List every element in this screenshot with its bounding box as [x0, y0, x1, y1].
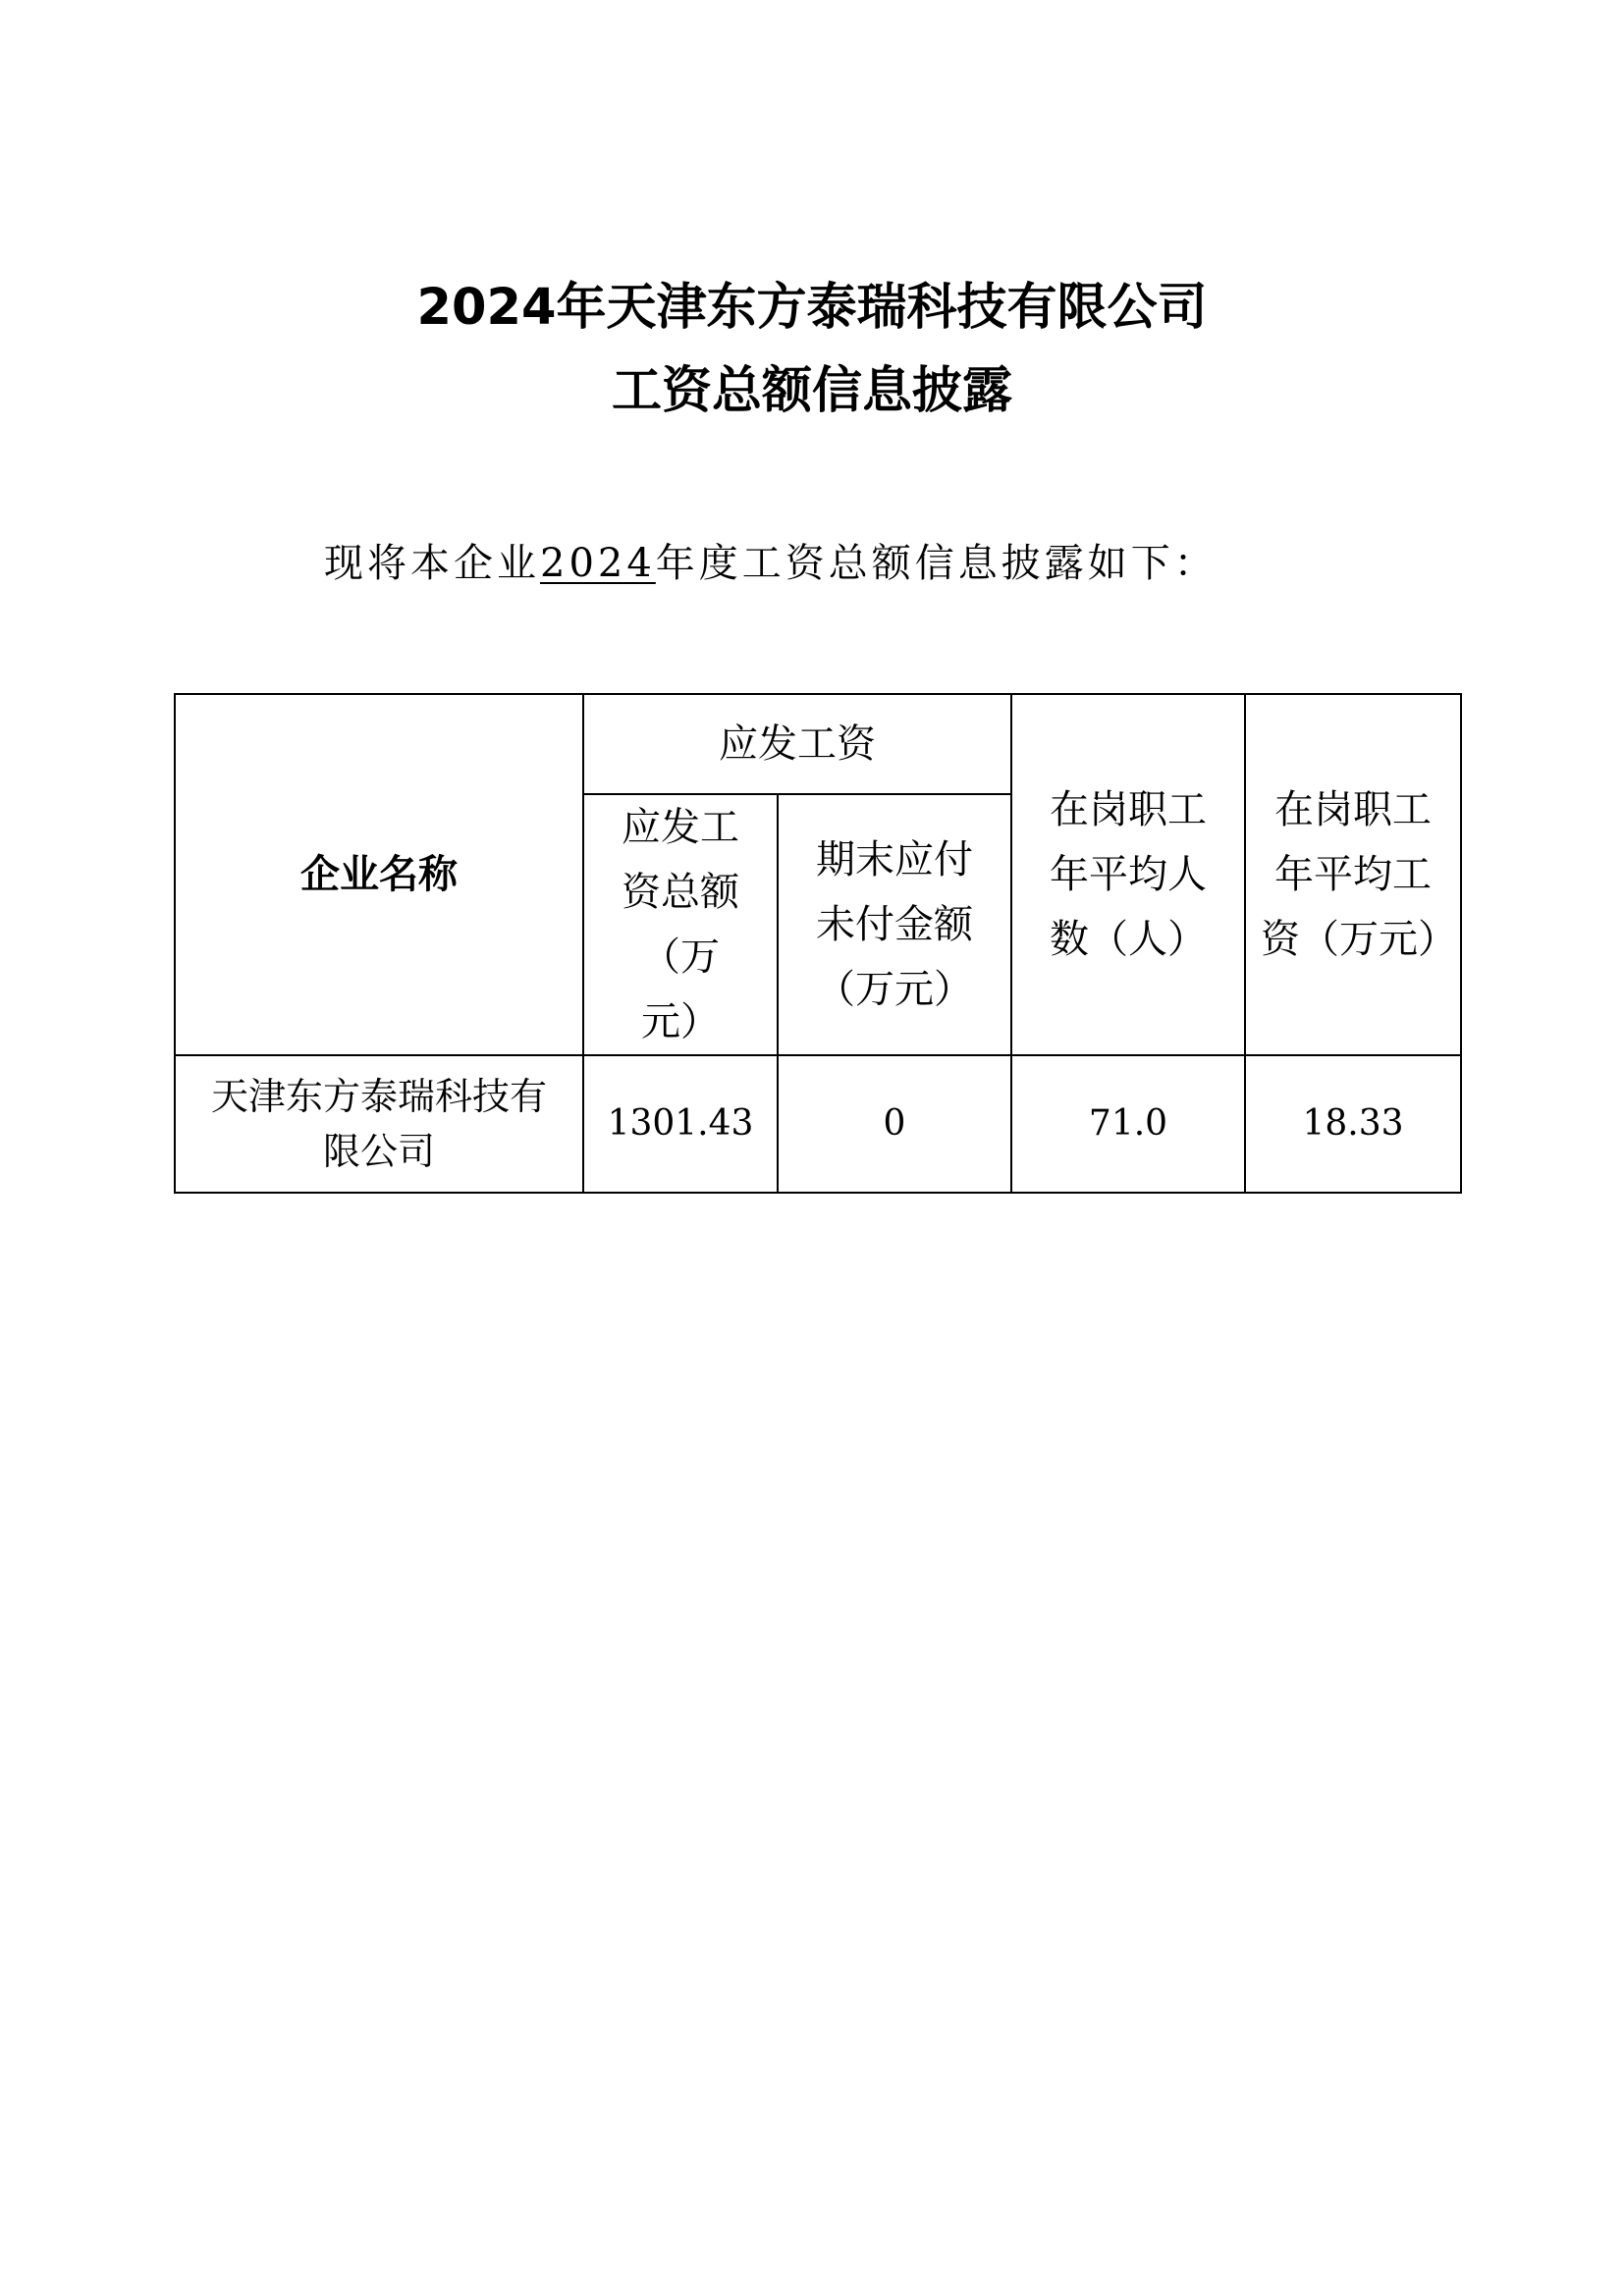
cell-payable-total: 1301.43 — [583, 1055, 778, 1193]
header-unpaid-end-period-text: 期末应付未付金额（万元） — [816, 837, 973, 1012]
header-avg-employees-text: 在岗职工年平均人数（人） — [1050, 787, 1207, 962]
cell-avg-wage: 18.33 — [1245, 1055, 1461, 1193]
intro-prefix: 现将本企业 — [324, 541, 540, 586]
header-avg-employees — [1011, 694, 1245, 1055]
cell-unpaid-end-period: 0 — [778, 1055, 1011, 1193]
table-header-row-1 — [175, 694, 1461, 794]
cell-avg-employees: 71.0 — [1011, 1055, 1245, 1193]
header-avg-wage — [1245, 694, 1461, 1055]
cell-company-name-text: 天津东方泰瑞科技有限公司 — [210, 1075, 547, 1173]
cell-company-name — [175, 1055, 583, 1193]
wage-disclosure-table — [174, 693, 1462, 1194]
intro-suffix: 年度工资总额信息披露如下： — [655, 541, 1218, 586]
header-unpaid-end-period — [778, 794, 1011, 1055]
intro-year: 2024 — [540, 541, 656, 586]
intro-paragraph — [324, 538, 1218, 589]
document-title-line2: 工资总额信息披露 — [611, 362, 1012, 420]
document-title-line1: 2024年天津东方泰瑞科技有限公司 — [416, 279, 1208, 337]
header-avg-wage-text: 在岗职工年平均工资（万元） — [1261, 787, 1457, 962]
header-payable-wages-group: 应发工资 — [583, 694, 1011, 794]
table-row — [175, 1055, 1461, 1193]
header-payable-total-text: 应发工资总额（万元） — [622, 805, 739, 1044]
header-payable-total — [583, 794, 778, 1055]
header-company-name: 企业名称 — [175, 694, 583, 1055]
